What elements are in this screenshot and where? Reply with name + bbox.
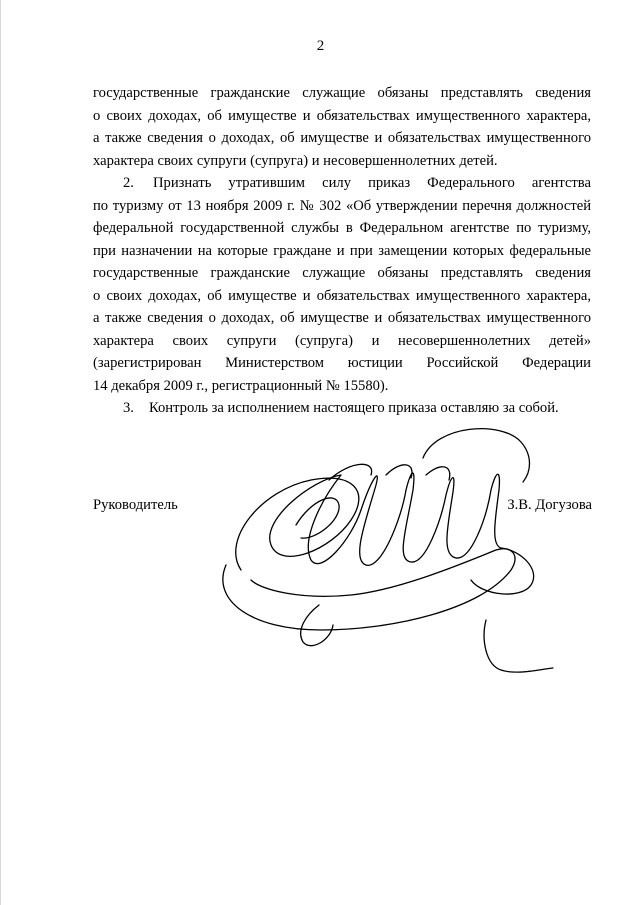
text-line: при назначении на которые граждане и при замещении которых федеральные xyxy=(93,242,591,259)
text-line: государственные гражданские служащие обязаны представлять сведения xyxy=(93,265,591,281)
item-first-line xyxy=(93,397,591,420)
text-line: характера своих супруги (супруга) и несовершеннолетних детей. xyxy=(93,152,498,169)
text-line: а также сведения о доходах, об имуществе и обязательствах имущественного xyxy=(93,310,591,326)
signatory-name: З.В. Догузова xyxy=(507,497,592,513)
text-line: по туризму от 13 ноября 2009 г. № 302 «Об утверждении перечня должностей xyxy=(93,197,591,214)
document-body xyxy=(93,82,591,420)
item-number: 2. xyxy=(123,175,134,191)
text-line: 14 декабря 2009 г., регистрационный № 15580). xyxy=(93,377,389,394)
item-number: 3. xyxy=(123,400,134,416)
text-line: характера своих супруги (супруга) и несовершеннолетних детей» xyxy=(93,332,591,349)
item-first-line xyxy=(93,172,591,195)
text-line: о своих доходах, об имуществе и обязательствах имущественного характера, xyxy=(93,107,591,124)
item-text: Контроль за исполнением настоящего приказа оставляю за собой. xyxy=(149,400,559,416)
list-item-2 xyxy=(93,172,591,397)
text-line: федеральной государственной службы в Федеральном агентстве по туризму, xyxy=(93,220,591,236)
paragraph-intro xyxy=(93,82,591,172)
handwritten-signature xyxy=(201,420,561,690)
signatory-title: Руководитель xyxy=(93,497,178,513)
text-line: о своих доходах, об имуществе и обязательствах имущественного характера, xyxy=(93,287,591,304)
item-first-text: Признать утратившим силу приказ Федерального агентства xyxy=(153,175,591,191)
text-line: (зарегистрирован Министерством юстиции Российской Федерации xyxy=(93,355,591,371)
text-line: а также сведения о доходах, об имуществе и обязательствах имущественного xyxy=(93,130,591,146)
page-number: 2 xyxy=(316,38,325,54)
text-line: государственные гражданские служащие обязаны представлять сведения xyxy=(93,85,591,101)
list-item-3 xyxy=(93,397,591,420)
